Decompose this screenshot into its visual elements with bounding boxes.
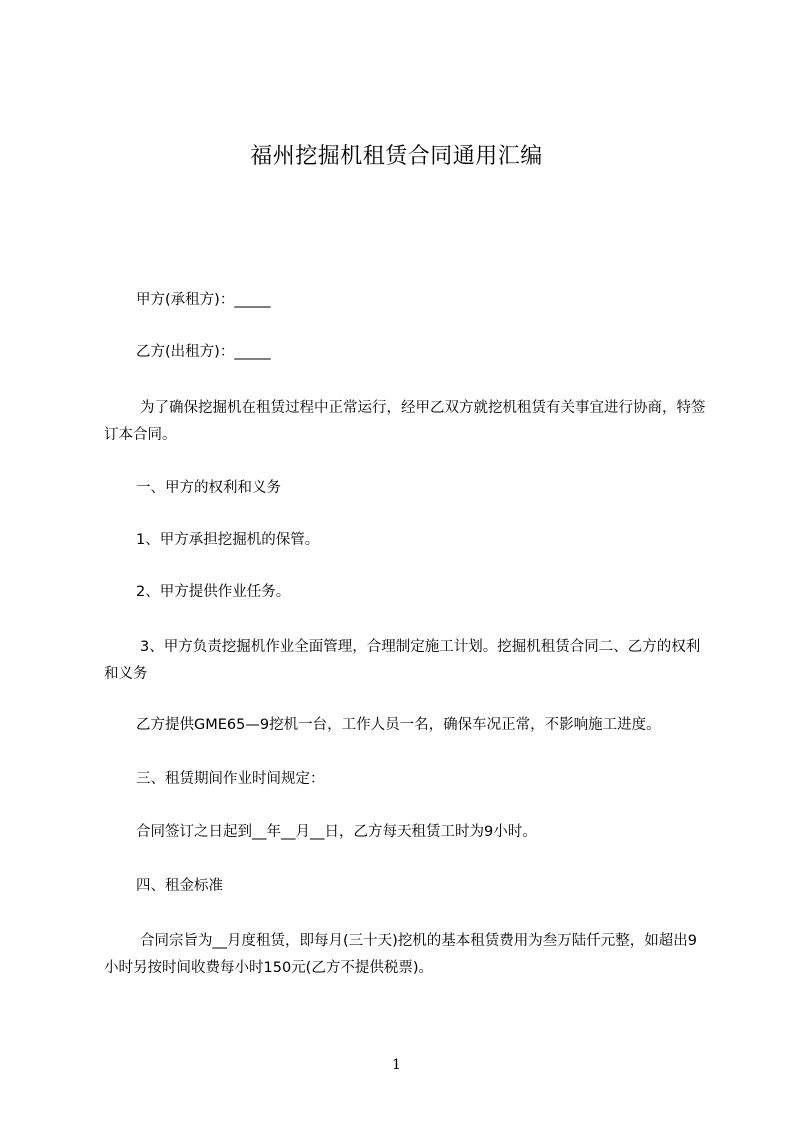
rent-standard-paragraph: 合同宗旨为__月度租赁，即每月(三十天)挖机的基本租赁费用为叁万陆仟元整，如超出9小时另按时间收费每小时150元(乙方不提供税票)。 bbox=[104, 933, 698, 976]
party-b-line: 乙方(出租方)：_____ bbox=[136, 344, 271, 360]
section-4-heading: 四、租金标准 bbox=[136, 878, 223, 894]
section-1-heading: 一、甲方的权利和义务 bbox=[136, 480, 281, 496]
clause-1-2: 2、甲方提供作业任务。 bbox=[136, 584, 291, 600]
page-number: 1 bbox=[392, 1057, 401, 1073]
work-hours-clause: 合同签订之日起到__年__月__日，乙方每天租赁工时为9小时。 bbox=[136, 824, 537, 840]
clause-1-3: 3、甲方负责挖掘机作业全面管理，合理制定施工计划。挖掘机租赁合同二、乙方的权利和义务 bbox=[104, 639, 701, 682]
section-3-heading: 三、租赁期间作业时间规定： bbox=[136, 771, 325, 787]
party-b-duties: 乙方提供GME65—9挖机一台，工作人员一名，确保车况正常，不影响施工进度。 bbox=[136, 717, 661, 733]
clause-1-1: 1、甲方承担挖掘机的保管。 bbox=[136, 532, 320, 548]
document-title: 福州挖掘机租赁合同通用汇编 bbox=[250, 144, 543, 169]
preamble-paragraph: 为了确保挖掘机在租赁过程中正常运行，经甲乙双方就挖机租赁有关事宜进行协商，特签订本合同。 bbox=[104, 400, 706, 443]
party-a-line: 甲方(承租方)：_____ bbox=[136, 292, 271, 308]
